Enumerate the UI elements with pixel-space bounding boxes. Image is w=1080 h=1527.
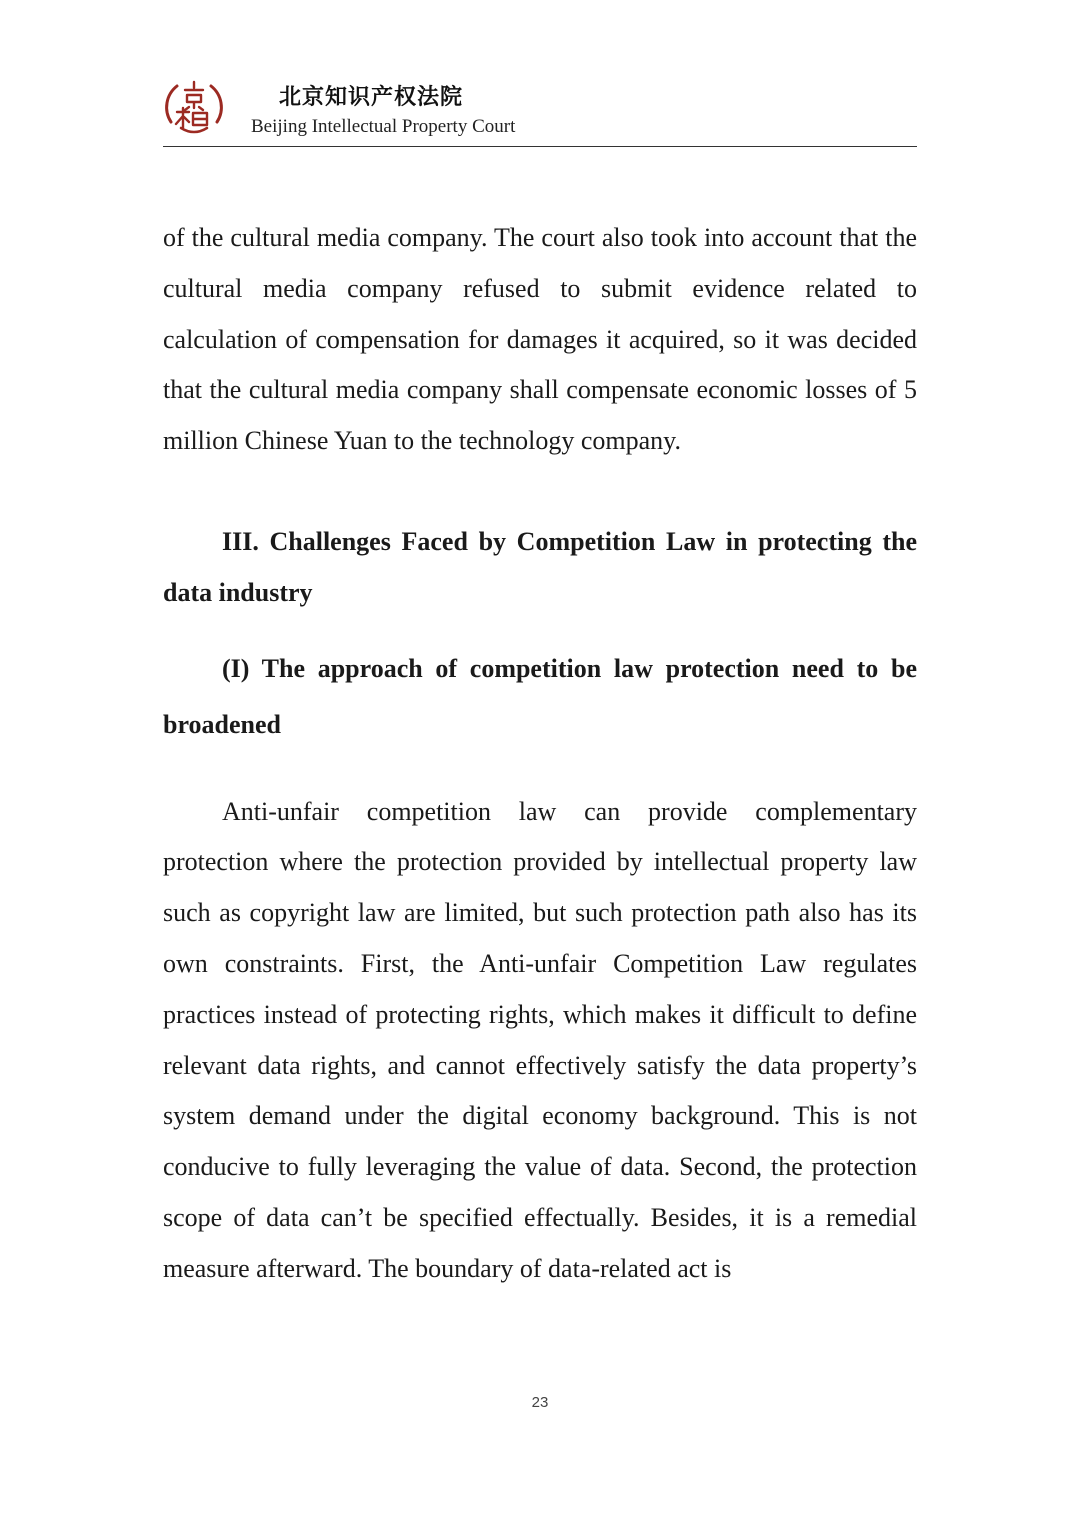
court-name-english: Beijing Intellectual Property Court (251, 116, 516, 137)
section-heading: III. Challenges Faced by Competition Law in protecting the data industry (163, 526, 917, 607)
court-name-chinese: 北京知识产权法院 (279, 85, 464, 110)
header-divider (163, 146, 917, 147)
paragraph-body: Anti-unfair competition law can provide complementary protection where the protection provided by intellectual property law such as copyright law are limited, but such protection path also has its own constraints. First, the Anti-unfair Competition Law regulates practices instead of protecting rights, which makes it difficult to define relevant data rights, and cannot effectively satisfy the data property’s system demand under the digital economy background. This is not conducive to fully leveraging the value of data. Second, the protection scope of data can’t be specified effectually. Besides, it is a remedial measure afterward. The boundary of data-related act is (163, 796, 917, 1283)
court-seal-logo-icon (163, 78, 225, 138)
subsection-heading: (I) The approach of competition law protection need to be broadened (163, 653, 917, 739)
document-body (163, 213, 917, 1295)
paragraph-continuation: of the cultural media company. The court also took into account that the cultural media company refused to submit evidence related to calculation of compensation for damages it acquired, so it was decided that the cultural media company shall compensate economic losses of 5 million Chinese Yuan to the technology company. (163, 223, 917, 456)
page-header (163, 76, 917, 148)
page-number: 23 (531, 1394, 549, 1411)
